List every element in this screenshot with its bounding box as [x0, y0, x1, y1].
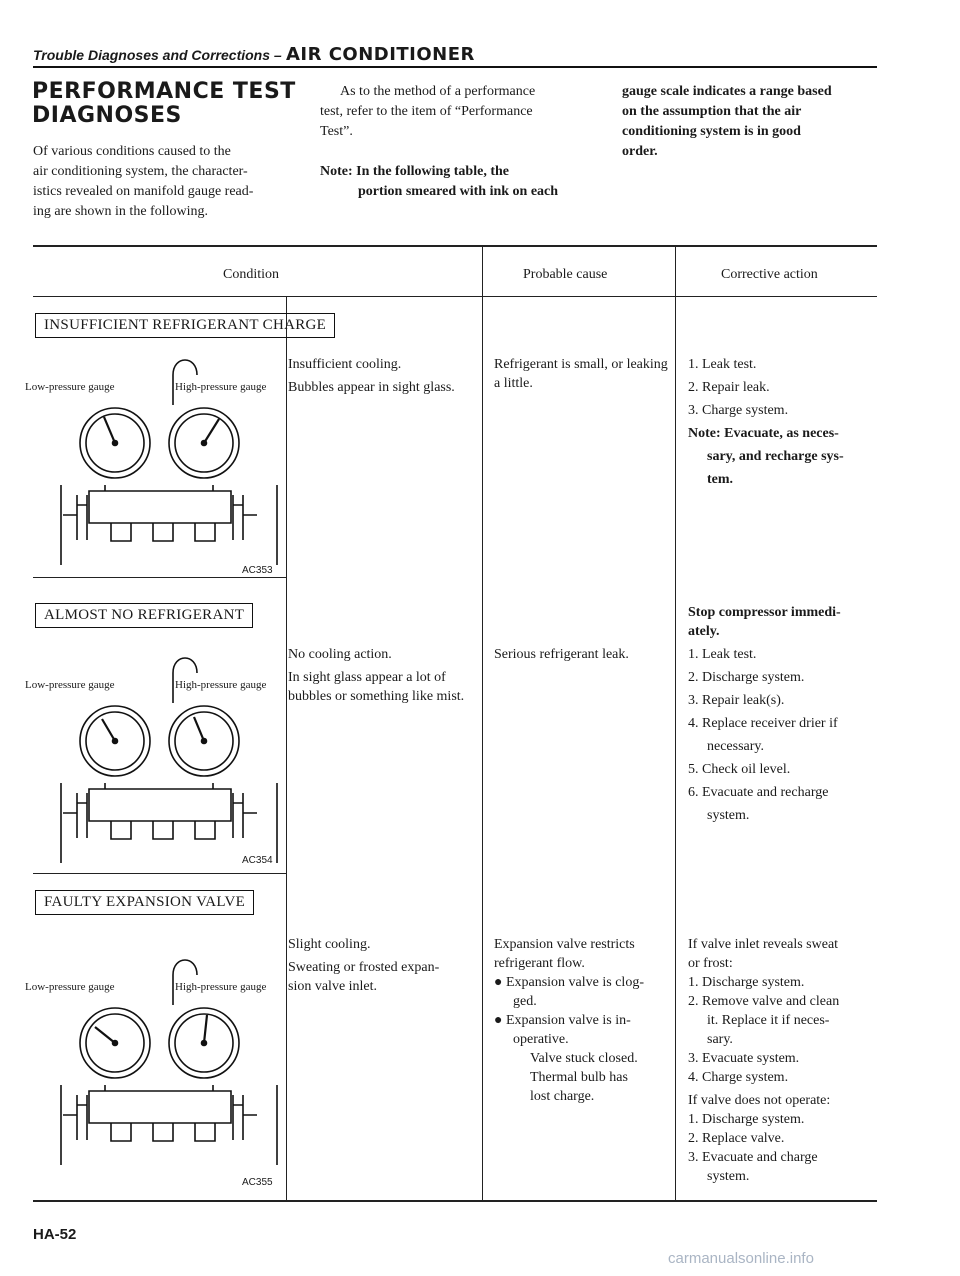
table-top-rule: [33, 245, 877, 247]
intro-text: order.: [622, 144, 658, 159]
action-line: 3. Repair leak(s).: [688, 693, 785, 708]
cause-line: Thermal bulb has: [530, 1070, 628, 1085]
diagnosis-table: [25, 245, 877, 1201]
action-line: 1. Leak test.: [688, 357, 757, 372]
col-divider: [675, 245, 676, 1200]
watermark: carmanualsonline.info: [668, 1250, 814, 1267]
condition-line: sion valve inlet.: [288, 979, 378, 994]
cause-text: [494, 645, 670, 668]
title-line-1: PERFORMANCE TEST: [32, 79, 296, 104]
action-line: 4. Replace receiver drier if: [688, 716, 838, 731]
cause-line: Valve stuck closed.: [530, 1051, 638, 1066]
action-line: sary.: [707, 1032, 733, 1047]
action-line: necessary.: [707, 739, 765, 754]
action-line: system.: [707, 1169, 750, 1184]
intro-text: air conditioning system, the character-: [33, 164, 248, 179]
header-chapter: AIR CONDITIONER: [285, 44, 475, 65]
manifold-gauge-figure: [25, 643, 283, 870]
high-gauge-label: High-pressure gauge: [175, 381, 267, 393]
action-text: [688, 355, 878, 493]
cause-text: [494, 935, 670, 1106]
action-line: 1. Leak test.: [688, 647, 757, 662]
high-gauge-label: High-pressure gauge: [175, 679, 267, 691]
row-divider: [33, 577, 286, 578]
low-gauge-label: Low-pressure gauge: [25, 981, 115, 993]
cause-line: refrigerant flow.: [494, 956, 585, 971]
page-number: HA-52: [33, 1226, 77, 1243]
intro-col-2: [320, 82, 600, 202]
cause-line: Refrigerant is small, or leaking a little.: [494, 357, 668, 391]
intro-col-3: [622, 82, 882, 162]
cause-line: operative.: [513, 1032, 569, 1047]
action-line: 2. Discharge system.: [688, 670, 805, 685]
title-line-2: DIAGNOSES: [32, 103, 182, 128]
figure-id: AC355: [242, 1177, 273, 1188]
action-line: or frost:: [688, 956, 733, 971]
intro-text: As to the method of a performance: [340, 84, 536, 99]
condition-line: Insufficient cooling.: [288, 357, 402, 372]
cause-text: [494, 355, 670, 397]
manifold-gauge-figure: [25, 945, 283, 1188]
action-text: [688, 603, 878, 829]
intro-note: Note: In the following table, the: [320, 164, 509, 179]
action-line: 3. Charge system.: [688, 403, 789, 418]
high-gauge-label: High-pressure gauge: [175, 981, 267, 993]
condition-line: No cooling action.: [288, 647, 392, 662]
action-warning: ately.: [688, 624, 720, 639]
condition-line: Bubbles appear in sight glass.: [288, 380, 455, 395]
action-line: 2. Repair leak.: [688, 380, 770, 395]
cause-line: lost charge.: [530, 1089, 595, 1104]
col-divider: [286, 296, 287, 1200]
running-header: [33, 44, 475, 65]
row-label: FAULTY EXPANSION VALVE: [35, 890, 254, 915]
action-line: 1. Discharge system.: [688, 975, 805, 990]
condition-text: [288, 935, 473, 1000]
cause-line: Serious refrigerant leak.: [494, 647, 629, 662]
row-label: INSUFFICIENT REFRIGERANT CHARGE: [35, 313, 335, 338]
cause-line: ged.: [513, 994, 537, 1009]
intro-text: Test”.: [320, 124, 353, 139]
action-line: 2. Remove valve and clean: [688, 994, 840, 1009]
intro-text: conditioning system is in good: [622, 124, 801, 139]
low-gauge-label: Low-pressure gauge: [25, 679, 115, 691]
action-line: 3. Evacuate system.: [688, 1051, 800, 1066]
header-condition: Condition: [223, 267, 280, 282]
cause-bullet: ● Expansion valve is in-: [494, 1013, 631, 1028]
intro-text: istics revealed on manifold gauge read-: [33, 184, 254, 199]
action-note: Note: Evacuate, as neces-: [688, 426, 839, 441]
condition-text: [288, 355, 473, 401]
header-section: Trouble Diagnoses and Corrections –: [33, 47, 282, 63]
col-divider: [482, 245, 483, 1200]
action-line: 6. Evacuate and recharge: [688, 785, 829, 800]
cause-bullet: ● Expansion valve is clog-: [494, 975, 644, 990]
condition-line: In sight glass appear a lot of bubbles or something like mist.: [288, 670, 465, 704]
manifold-gauge-figure: [25, 345, 283, 576]
intro-text: gauge scale indicates a range based: [622, 84, 832, 99]
action-line: 4. Charge system.: [688, 1070, 789, 1085]
header-corrective-action: Corrective action: [721, 267, 818, 282]
action-line: system.: [707, 808, 750, 823]
condition-line: Sweating or frosted expan-: [288, 960, 440, 975]
intro-note: portion smeared with ink on each: [358, 184, 559, 199]
intro-text: on the assumption that the air: [622, 104, 802, 119]
intro-col-1: [33, 142, 303, 222]
page-title: [32, 80, 296, 128]
action-line: If valve inlet reveals sweat: [688, 937, 839, 952]
action-note: tem.: [707, 472, 734, 487]
action-line: 5. Check oil level.: [688, 762, 791, 777]
action-line: it. Replace it if neces-: [707, 1013, 830, 1028]
action-line: 2. Replace valve.: [688, 1131, 785, 1146]
header-rule-bottom: [33, 296, 877, 297]
intro-text: ing are shown in the following.: [33, 204, 208, 219]
action-warning: Stop compressor immedi-: [688, 605, 841, 620]
cause-line: Expansion valve restricts: [494, 937, 635, 952]
header-rule: [33, 66, 877, 68]
figure-id: AC354: [242, 855, 273, 866]
condition-line: Slight cooling.: [288, 937, 371, 952]
action-text: [688, 935, 878, 1186]
condition-text: [288, 645, 473, 710]
row-divider: [33, 873, 286, 874]
low-gauge-label: Low-pressure gauge: [25, 381, 115, 393]
action-line: 1. Discharge system.: [688, 1112, 805, 1127]
action-line: 3. Evacuate and charge: [688, 1150, 818, 1165]
action-note: sary, and recharge sys-: [707, 449, 844, 464]
action-line: If valve does not operate:: [688, 1093, 831, 1108]
table-bottom-rule: [33, 1200, 877, 1202]
intro-text: test, refer to the item of “Performance: [320, 104, 533, 119]
figure-id: AC353: [242, 565, 273, 576]
header-probable-cause: Probable cause: [523, 267, 608, 282]
intro-text: Of various conditions caused to the: [33, 144, 231, 159]
row-label: ALMOST NO REFRIGERANT: [35, 603, 253, 628]
